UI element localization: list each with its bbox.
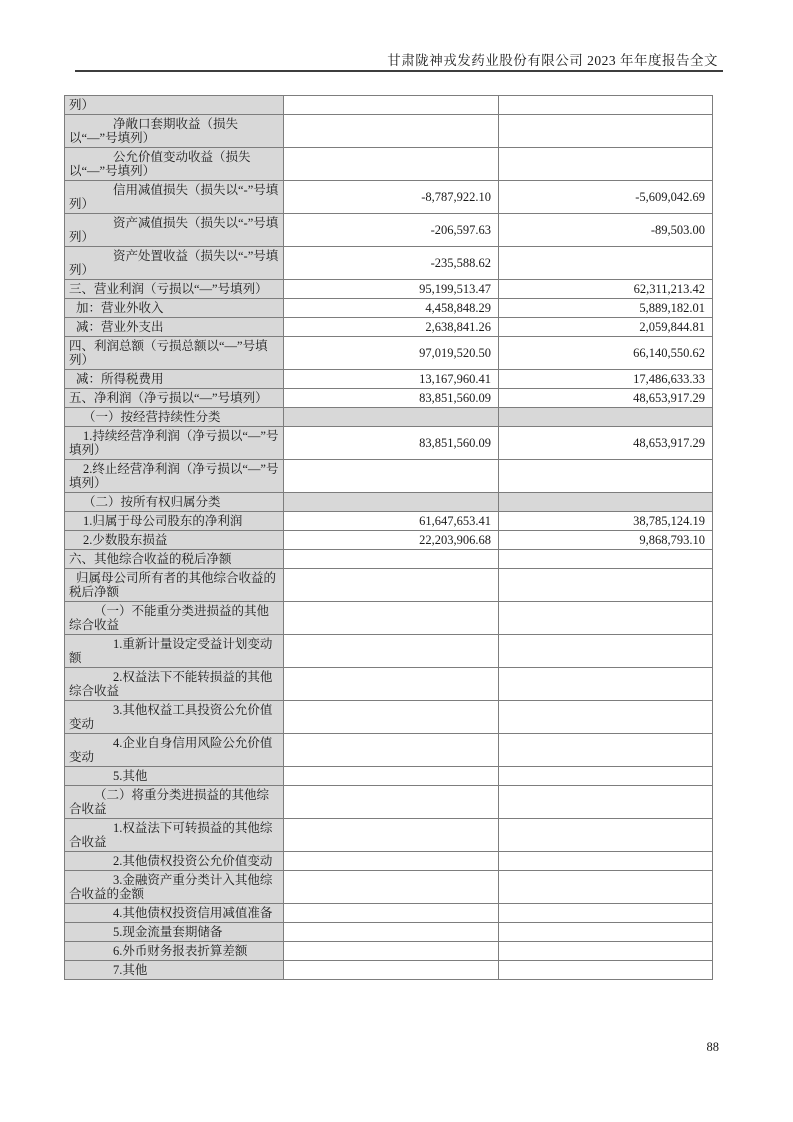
row-label-cell: 三、营业利润（亏损以“—”号填列）: [65, 280, 284, 299]
current-period-value-cell: 4,458,848.29: [284, 299, 499, 318]
table-row: [65, 148, 713, 181]
row-label-cell: （二）将重分类进损益的其他综合收益: [65, 786, 284, 819]
row-label-cell: 2.权益法下不能转损益的其他综合收益: [65, 668, 284, 701]
current-period-value-cell: [284, 923, 499, 942]
table-row: [65, 961, 713, 980]
row-label-cell: 4.其他债权投资信用减值准备: [65, 904, 284, 923]
row-label-cell: 5.其他: [65, 767, 284, 786]
table-row: [65, 460, 713, 493]
prior-period-value-cell: [499, 115, 713, 148]
table-row: [65, 942, 713, 961]
current-period-value-cell: [284, 550, 499, 569]
table-row: [65, 247, 713, 280]
table-row: [65, 819, 713, 852]
current-period-value-cell: 83,851,560.09: [284, 427, 499, 460]
current-period-value-cell: [284, 602, 499, 635]
income-statement-table: [64, 95, 713, 980]
table-row: [65, 871, 713, 904]
current-period-value-cell: -8,787,922.10: [284, 181, 499, 214]
prior-period-value-cell: 48,653,917.29: [499, 389, 713, 408]
table-row: [65, 668, 713, 701]
prior-period-value-cell: 5,889,182.01: [499, 299, 713, 318]
prior-period-value-cell: 66,140,550.62: [499, 337, 713, 370]
current-period-value-cell: 61,647,653.41: [284, 512, 499, 531]
current-period-value-cell: [284, 569, 499, 602]
row-label-cell: 4.企业自身信用风险公允价值变动: [65, 734, 284, 767]
current-period-value-cell: -206,597.63: [284, 214, 499, 247]
current-period-value-cell: 22,203,906.68: [284, 531, 499, 550]
prior-period-value-cell: [499, 904, 713, 923]
row-label-cell: （一）不能重分类进损益的其他综合收益: [65, 602, 284, 635]
prior-period-value-cell: 9,868,793.10: [499, 531, 713, 550]
header-rule: [75, 70, 723, 72]
prior-period-value-cell: [499, 460, 713, 493]
current-period-value-cell: [284, 96, 499, 115]
prior-period-value-cell: 62,311,213.42: [499, 280, 713, 299]
row-label-cell: 3.其他权益工具投资公允价值变动: [65, 701, 284, 734]
current-period-value-cell: [284, 819, 499, 852]
row-label-cell: 六、其他综合收益的税后净额: [65, 550, 284, 569]
prior-period-value-cell: [499, 961, 713, 980]
current-period-value-cell: [284, 942, 499, 961]
row-label-cell: 1.重新计量设定受益计划变动额: [65, 635, 284, 668]
current-period-value-cell: [284, 460, 499, 493]
prior-period-value-cell: [499, 635, 713, 668]
current-period-value-cell: [284, 871, 499, 904]
header-title: 甘肃陇神戎发药业股份有限公司 2023 年年度报告全文: [387, 53, 718, 68]
table-row: [65, 512, 713, 531]
table-row: [65, 370, 713, 389]
table-row: [65, 701, 713, 734]
row-label-cell: 归属母公司所有者的其他综合收益的税后净额: [65, 569, 284, 602]
table-row: [65, 569, 713, 602]
row-label-cell: 净敞口套期收益（损失以“—”号填列）: [65, 115, 284, 148]
row-label-cell: （二）按所有权归属分类: [65, 493, 284, 512]
table-row: [65, 318, 713, 337]
row-label-cell: 信用减值损失（损失以“-”号填列）: [65, 181, 284, 214]
table-row: [65, 493, 713, 512]
table-row: [65, 786, 713, 819]
row-label-cell: 四、利润总额（亏损总额以“—”号填列）: [65, 337, 284, 370]
prior-period-value-cell: [499, 942, 713, 961]
prior-period-value-cell: [499, 602, 713, 635]
row-label-cell: 6.外币财务报表折算差额: [65, 942, 284, 961]
current-period-value-cell: [284, 904, 499, 923]
table-row: [65, 635, 713, 668]
row-label-cell: 7.其他: [65, 961, 284, 980]
table-row: [65, 602, 713, 635]
prior-period-value-cell: [499, 550, 713, 569]
current-period-value-cell: 83,851,560.09: [284, 389, 499, 408]
prior-period-value-cell: 2,059,844.81: [499, 318, 713, 337]
current-period-value-cell: [284, 701, 499, 734]
income-statement-table-body: [65, 96, 713, 980]
row-label-cell: （一）按经营持续性分类: [65, 408, 284, 427]
current-period-value-cell: 13,167,960.41: [284, 370, 499, 389]
prior-period-value-cell: 48,653,917.29: [499, 427, 713, 460]
table-row: [65, 299, 713, 318]
prior-period-value-cell: [499, 96, 713, 115]
table-row: [65, 408, 713, 427]
prior-period-value-cell: [499, 701, 713, 734]
table-row: [65, 181, 713, 214]
current-period-value-cell: [284, 493, 499, 512]
current-period-value-cell: [284, 408, 499, 427]
row-label-cell: 五、净利润（净亏损以“—”号填列）: [65, 389, 284, 408]
table-row: [65, 904, 713, 923]
current-period-value-cell: 95,199,513.47: [284, 280, 499, 299]
prior-period-value-cell: [499, 148, 713, 181]
row-label-cell: 资产处置收益（损失以“-”号填列）: [65, 247, 284, 280]
current-period-value-cell: [284, 767, 499, 786]
prior-period-value-cell: [499, 408, 713, 427]
row-label-cell: 2.少数股东损益: [65, 531, 284, 550]
row-label-cell: 1.权益法下可转损益的其他综合收益: [65, 819, 284, 852]
table-row: [65, 767, 713, 786]
current-period-value-cell: -235,588.62: [284, 247, 499, 280]
current-period-value-cell: [284, 961, 499, 980]
current-period-value-cell: [284, 115, 499, 148]
table-row: [65, 337, 713, 370]
row-label-cell: 资产减值损失（损失以“-”号填列）: [65, 214, 284, 247]
prior-period-value-cell: [499, 767, 713, 786]
current-period-value-cell: [284, 148, 499, 181]
current-period-value-cell: [284, 635, 499, 668]
table-row: [65, 427, 713, 460]
current-period-value-cell: [284, 786, 499, 819]
prior-period-value-cell: 17,486,633.33: [499, 370, 713, 389]
row-label-cell: 1.归属于母公司股东的净利润: [65, 512, 284, 531]
row-label-cell: 加：营业外收入: [65, 299, 284, 318]
prior-period-value-cell: [499, 819, 713, 852]
table-row: [65, 280, 713, 299]
prior-period-value-cell: [499, 569, 713, 602]
table-row: [65, 734, 713, 767]
table-row: [65, 550, 713, 569]
row-label-cell: 3.金融资产重分类计入其他综合收益的金额: [65, 871, 284, 904]
table-row: [65, 96, 713, 115]
table-row: [65, 923, 713, 942]
table-row: [65, 214, 713, 247]
prior-period-value-cell: [499, 923, 713, 942]
prior-period-value-cell: -5,609,042.69: [499, 181, 713, 214]
prior-period-value-cell: -89,503.00: [499, 214, 713, 247]
row-label-cell: 2.终止经营净利润（净亏损以“—”号填列）: [65, 460, 284, 493]
prior-period-value-cell: [499, 734, 713, 767]
row-label-cell: 2.其他债权投资公允价值变动: [65, 852, 284, 871]
row-label-cell: 列）: [65, 96, 284, 115]
row-label-cell: 减：营业外支出: [65, 318, 284, 337]
prior-period-value-cell: 38,785,124.19: [499, 512, 713, 531]
prior-period-value-cell: [499, 852, 713, 871]
row-label-cell: 1.持续经营净利润（净亏损以“—”号填列）: [65, 427, 284, 460]
page-number: 88: [706, 1040, 719, 1054]
table-row: [65, 389, 713, 408]
table-row: [65, 531, 713, 550]
prior-period-value-cell: [499, 871, 713, 904]
table-row: [65, 852, 713, 871]
row-label-cell: 5.现金流量套期储备: [65, 923, 284, 942]
prior-period-value-cell: [499, 786, 713, 819]
current-period-value-cell: [284, 734, 499, 767]
row-label-cell: 公允价值变动收益（损失以“—”号填列）: [65, 148, 284, 181]
current-period-value-cell: 97,019,520.50: [284, 337, 499, 370]
current-period-value-cell: [284, 852, 499, 871]
prior-period-value-cell: [499, 493, 713, 512]
prior-period-value-cell: [499, 247, 713, 280]
current-period-value-cell: 2,638,841.26: [284, 318, 499, 337]
row-label-cell: 减：所得税费用: [65, 370, 284, 389]
table-row: [65, 115, 713, 148]
current-period-value-cell: [284, 668, 499, 701]
prior-period-value-cell: [499, 668, 713, 701]
